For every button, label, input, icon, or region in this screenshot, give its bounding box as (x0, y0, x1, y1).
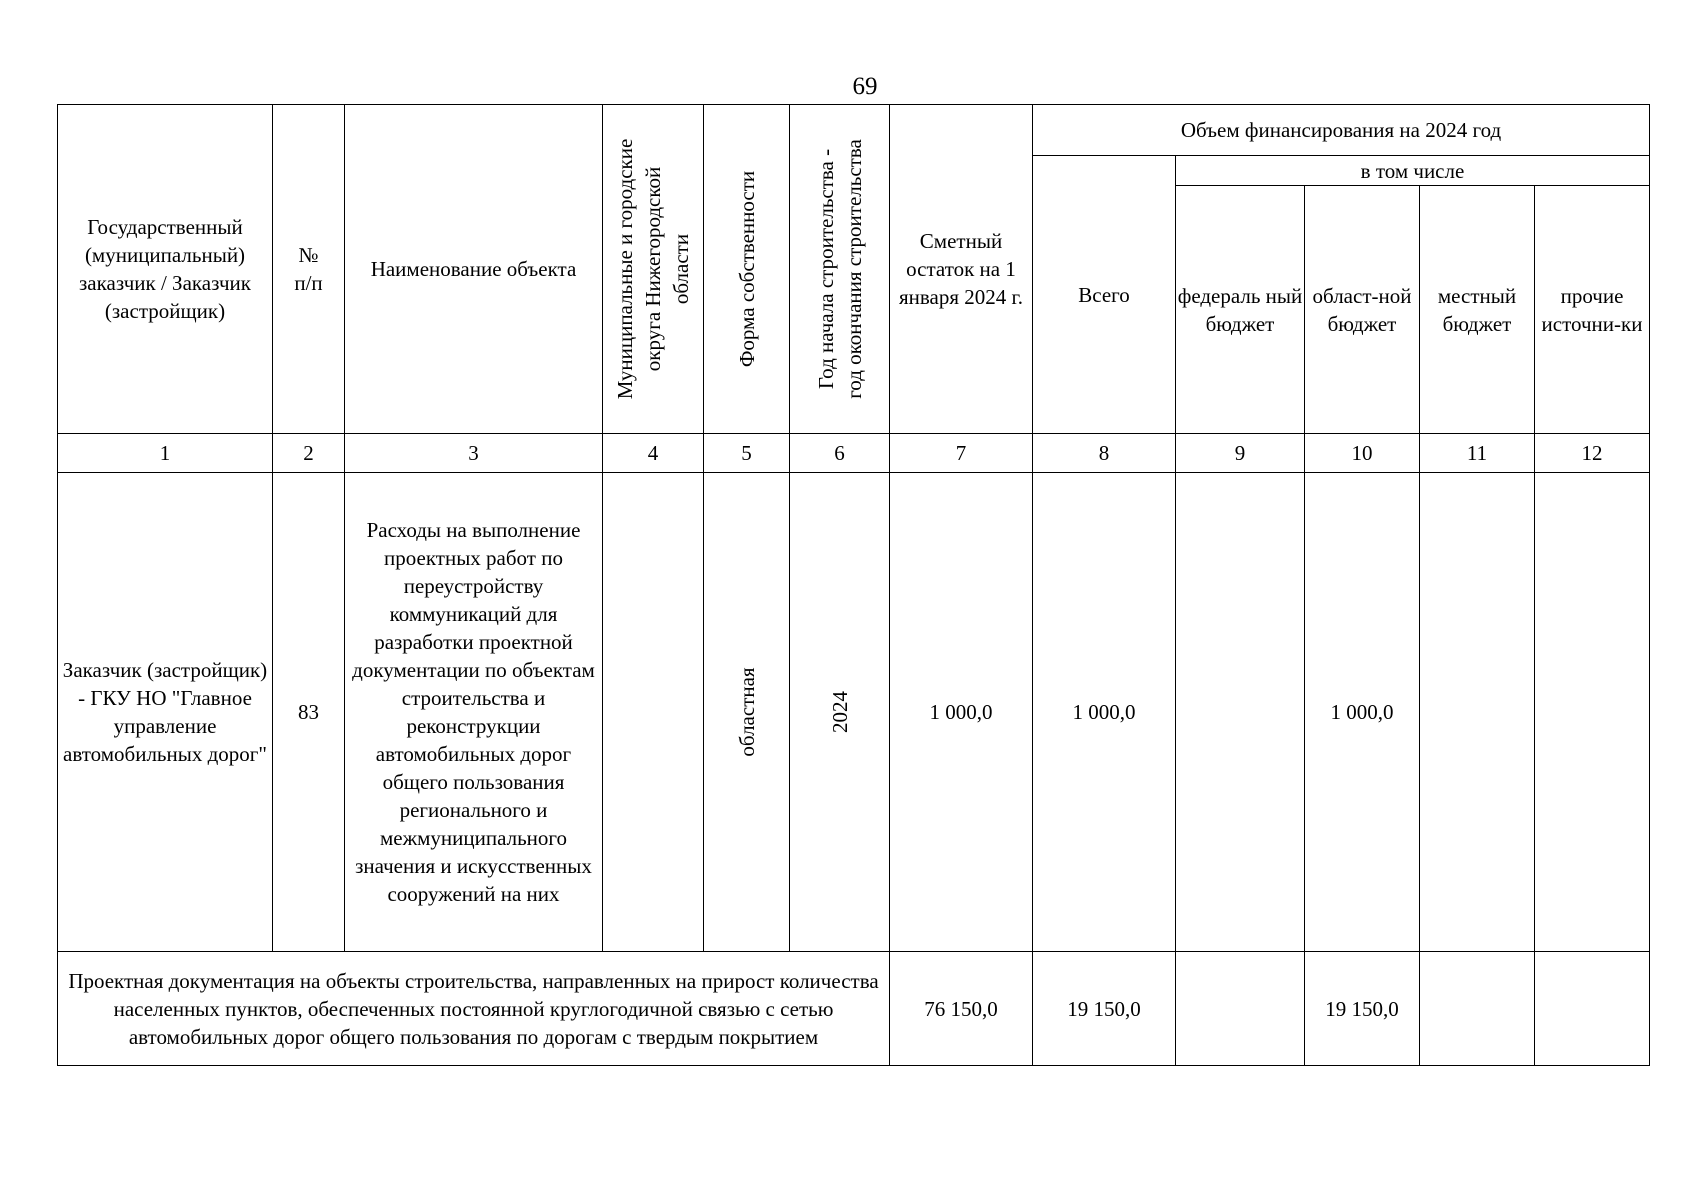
column-number: 7 (890, 434, 1033, 473)
header-customer: Государственный (муниципальный) заказчик / Заказчик (застройщик) (58, 105, 273, 434)
column-number: 6 (790, 434, 890, 473)
summary-regional: 19 150,0 (1305, 952, 1420, 1066)
header-local: местный бюджет (1420, 186, 1535, 434)
header-regional: област-ной бюджет (1305, 186, 1420, 434)
column-number-row (58, 434, 1650, 473)
column-number: 4 (603, 434, 704, 473)
header-number (273, 105, 345, 434)
summary-federal (1176, 952, 1305, 1066)
header-municipality (603, 105, 704, 434)
header-total: Всего (1033, 156, 1176, 434)
page-number: 69 (852, 73, 878, 100)
summary-label: Проектная документация на объекты строительства, направленных на прирост количества населенных пунктов, обеспеченных постоянной круглогодичной связью с сетью автомобильных дорог общего пользования по дорогам с твердым покрытием (58, 952, 890, 1066)
summary-estimate-remainder: 76 150,0 (890, 952, 1033, 1066)
column-number: 12 (1535, 434, 1650, 473)
column-number: 10 (1305, 434, 1420, 473)
column-number: 3 (345, 434, 603, 473)
header-other: прочие источни-ки (1535, 186, 1650, 434)
row-total: 1 000,0 (1033, 473, 1176, 952)
header-estimate-remainder: Сметный остаток на 1 января 2024 г. (890, 105, 1033, 434)
row-customer: Заказчик (застройщик) - ГКУ НО "Главное управление автомобильных дорог" (58, 473, 273, 952)
row-ownership (704, 473, 790, 952)
row-object-name: Расходы на выполнение проектных работ по переустройству коммуникаций для разработки проектной документации по объектам строительства и реконструкции автомобильных дорог общего пользования регионального и межмуниципального значения и искусственных сооружений на них (345, 473, 603, 952)
column-number: 5 (704, 434, 790, 473)
summary-other (1535, 952, 1650, 1066)
header-municipality-line3: области (669, 233, 693, 305)
header-years-text (812, 139, 868, 399)
header-federal: федераль ный бюджет (1176, 186, 1305, 434)
header-financing-group: Объем финансирования на 2024 год (1033, 105, 1650, 156)
column-number: 1 (58, 434, 273, 473)
row-regional: 1 000,0 (1305, 473, 1420, 952)
table-row (58, 473, 1650, 952)
header-municipality-text (611, 139, 695, 400)
summary-total: 19 150,0 (1033, 952, 1176, 1066)
header-including-group: в том числе (1176, 156, 1650, 186)
header-years (790, 105, 890, 434)
financing-table (57, 104, 1650, 1066)
summary-row (58, 952, 1650, 1066)
column-number: 9 (1176, 434, 1305, 473)
row-years (790, 473, 890, 952)
summary-local (1420, 952, 1535, 1066)
column-number: 8 (1033, 434, 1176, 473)
row-other (1535, 473, 1650, 952)
header-years-line1: Год начала строительства - (813, 148, 838, 390)
header-ownership (704, 105, 790, 434)
header-municipality-line2: округа Нижегородской (641, 166, 665, 372)
column-number: 2 (273, 434, 345, 473)
row-local (1420, 473, 1535, 952)
row-number: 83 (273, 473, 345, 952)
header-number-line2: п/п (294, 271, 323, 295)
header-years-line2: год окончания строительства (841, 139, 866, 399)
header-municipality-line1: Муниципальные и городские (613, 138, 637, 400)
row-federal (1176, 473, 1305, 952)
row-ownership-text: областная (734, 667, 759, 757)
row-municipality (603, 473, 704, 952)
row-years-text: 2024 (827, 691, 852, 733)
header-ownership-text: Форма собственности (734, 170, 759, 368)
header-object-name: Наименование объекта (345, 105, 603, 434)
header-number-line1: № (298, 243, 319, 267)
column-number: 11 (1420, 434, 1535, 473)
row-estimate-remainder: 1 000,0 (890, 473, 1033, 952)
